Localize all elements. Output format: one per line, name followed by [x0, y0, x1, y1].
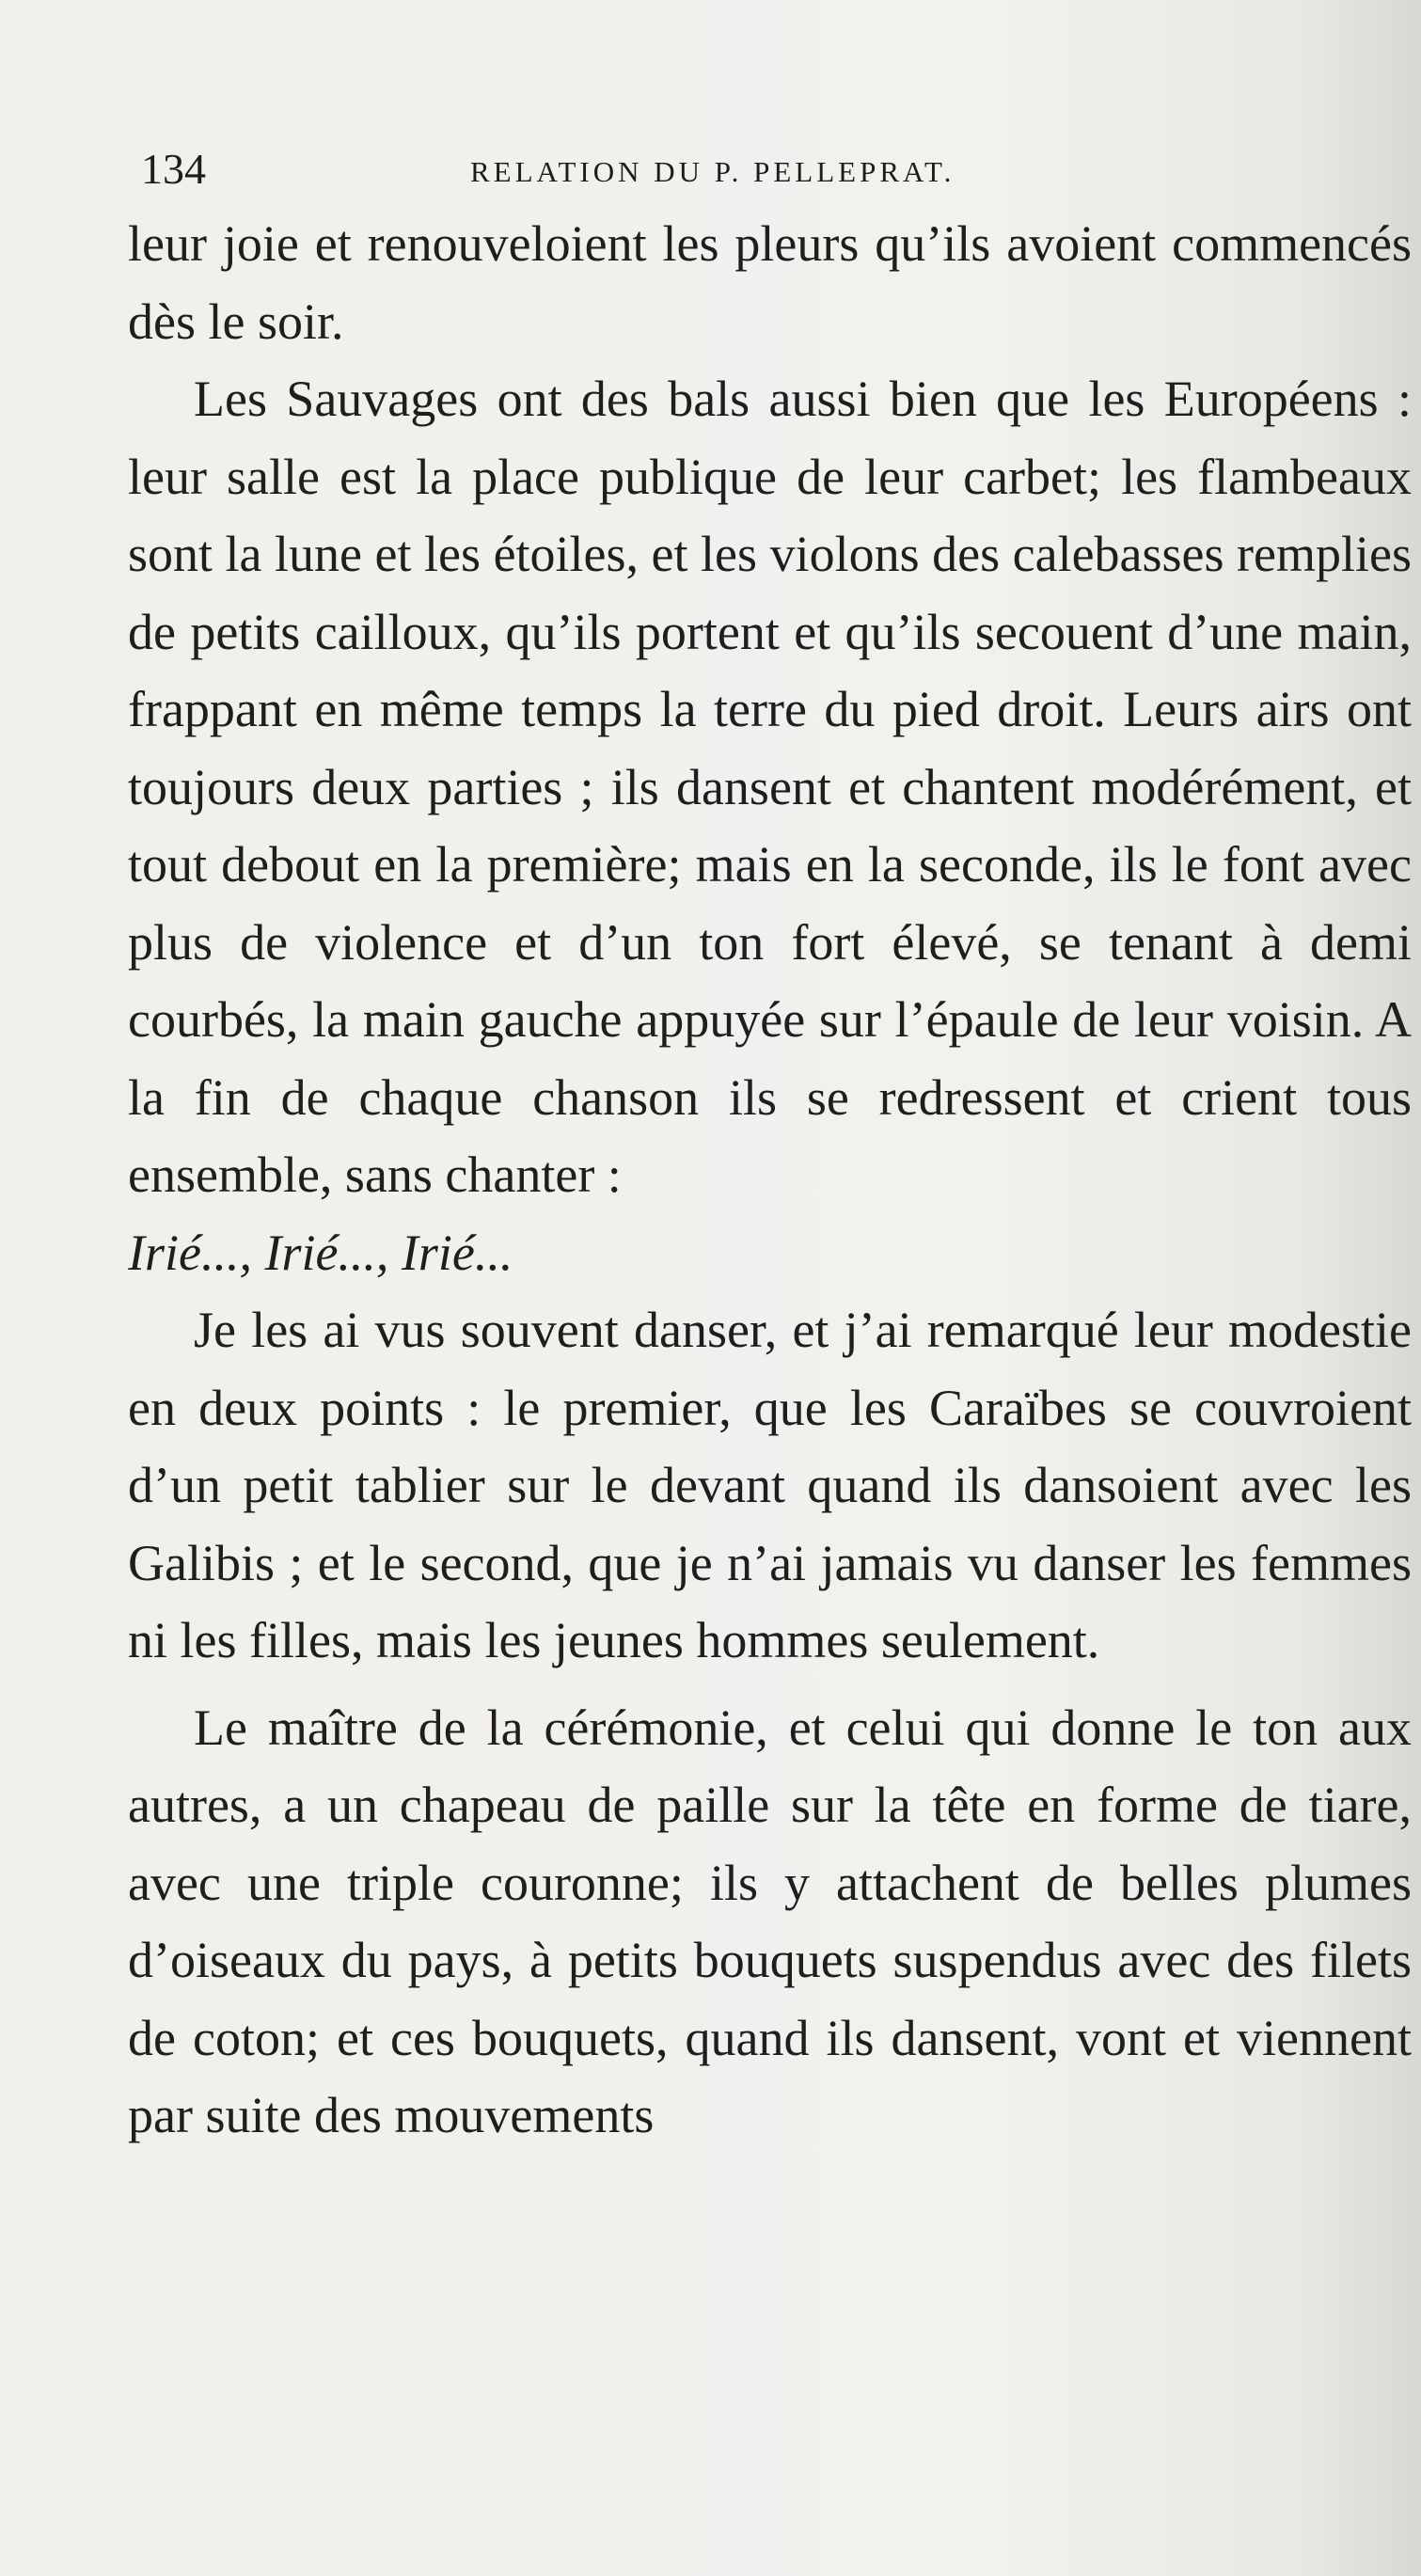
body-text	[128, 205, 1412, 2155]
paragraph-text: leur joie et renouveloient les pleurs qu’ils avoient commencés dès le soir.	[128, 215, 1412, 350]
paragraph-modesty	[128, 1291, 1412, 1680]
page-header	[141, 141, 1401, 198]
paragraph-continuation	[128, 205, 1412, 360]
paragraph-dances	[128, 360, 1412, 1291]
paragraph-text: Le maître de la cérémonie, et celui qui donne le ton aux autres, a un chapeau de paille sur la tête en forme de tiare, avec une triple couronne; ils y attachent de belles plumes d’oiseaux du pays, à petits bouquets suspendus avec des filets de coton; et ces bouquets, quand ils dansent, vont et viennent par suite des mouvements	[128, 1699, 1412, 2143]
running-head: RELATION DU P. PELLEPRAT.	[470, 155, 955, 188]
page-number: 134	[141, 145, 206, 193]
shout-italic: Irié..., Irié..., Irié...	[128, 1224, 513, 1281]
paragraph-master	[128, 1689, 1412, 2155]
paragraph-text: Les Sauvages ont des bals aussi bien que les Européens : leur salle est la place publique de leur carbet; les flambeaux sont la lune et les étoiles, et les violons des calebasses remplies de petits cailloux, qu’ils portent et qu’ils secouent d’une main, frappant en même temps la terre du pied droit. Leurs airs ont toujours deux parties ; ils dansent et chantent modérément, et tout debout en la première; mais en la seconde, ils le font avec plus de violence et d’un ton fort élevé, se tenant à demi courbés, la main gauche appuyée sur l’épaule de leur voisin. A la fin de chaque chanson ils se redressent et crient tous ensemble, sans chanter :	[128, 371, 1412, 1203]
paragraph-text: Je les ai vus souvent danser, et j’ai remarqué leur modestie en deux points : le premier, que les Caraïbes se couvroient d’un petit tablier sur le devant quand ils dansoient avec les Galibis ; et le second, que je n’ai jamais vu danser les femmes ni les filles, mais les jeunes hommes seulement.	[128, 1302, 1412, 1668]
